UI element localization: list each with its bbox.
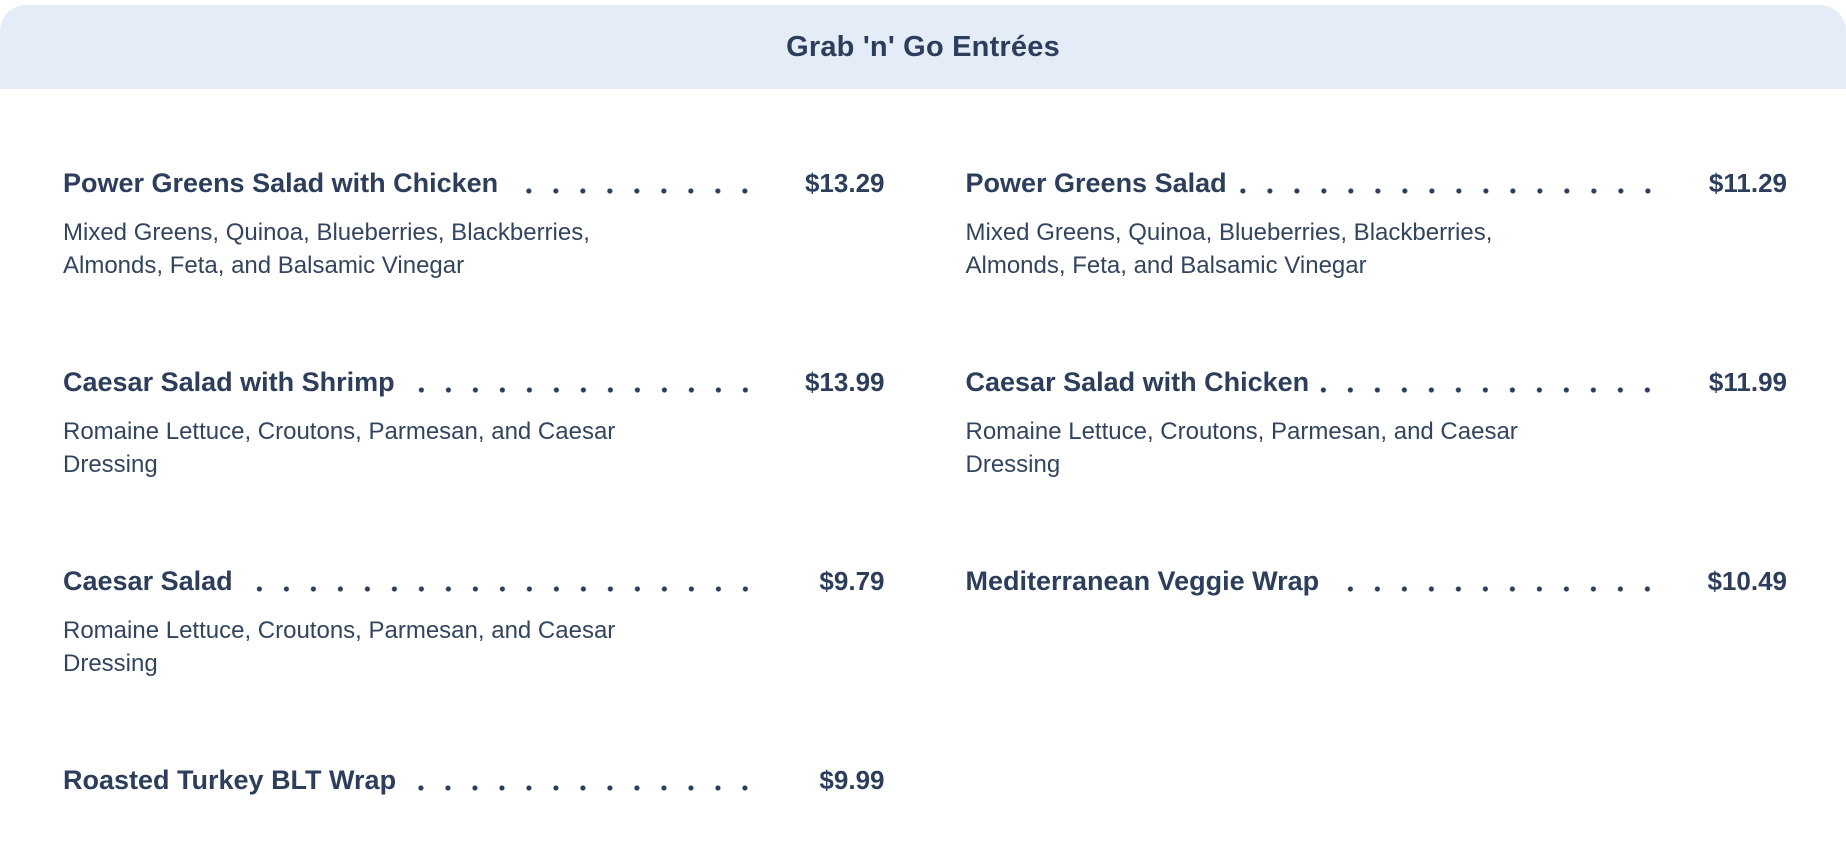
item-price: $13.99 — [804, 367, 885, 397]
item-name: Roasted Turkey BLT Wrap — [63, 765, 397, 795]
menu-section-header — [0, 5, 1846, 89]
dot-leader — [1319, 364, 1663, 400]
menu-item — [63, 364, 885, 481]
item-title-row — [966, 165, 1788, 201]
item-price: $10.49 — [1707, 566, 1787, 596]
item-title-row — [63, 364, 885, 400]
item-description: Mixed Greens, Quinoa, Blueberries, Blackberries, Almonds, Feta, and Balsamic Vinegar — [965, 219, 1493, 279]
item-price: $9.79 — [819, 566, 885, 596]
item-title-row — [966, 364, 1788, 400]
section-title: Grab 'n' Go Entrées — [786, 30, 1060, 63]
menu-item — [63, 563, 885, 680]
menu-item — [63, 165, 885, 282]
item-name: Caesar Salad with Chicken — [965, 367, 1310, 397]
item-title-row — [63, 762, 885, 798]
item-description: Romaine Lettuce, Croutons, Parmesan, and Caesar Dressing — [63, 617, 616, 677]
item-description: Romaine Lettuce, Croutons, Parmesan, and Caesar Dressing — [965, 418, 1518, 478]
menu-item — [966, 563, 1788, 599]
menu-column-left — [63, 165, 885, 860]
item-name: Mediterranean Veggie Wrap — [965, 566, 1320, 596]
item-name: Caesar Salad with Shrimp — [63, 367, 395, 397]
item-description: Romaine Lettuce, Croutons, Parmesan, and Caesar Dressing — [63, 418, 616, 478]
dot-leader — [406, 762, 760, 798]
item-price: $11.99 — [1708, 367, 1787, 397]
item-name: Power Greens Salad — [965, 168, 1227, 198]
item-title-row — [63, 563, 885, 599]
item-price: $13.29 — [804, 168, 885, 198]
dot-leader — [1329, 563, 1663, 599]
item-name: Power Greens Salad with Chicken — [63, 168, 499, 198]
item-title-row — [966, 563, 1788, 599]
dot-leader — [405, 364, 761, 400]
dot-leader — [508, 165, 760, 201]
item-price: $9.99 — [819, 765, 885, 795]
menu-item — [63, 762, 885, 798]
dot-leader — [1237, 165, 1663, 201]
item-price: $11.29 — [1708, 168, 1787, 198]
dot-leader — [243, 563, 761, 599]
menu-item — [966, 364, 1788, 481]
item-description: Mixed Greens, Quinoa, Blueberries, Blackberries, Almonds, Feta, and Balsamic Vinegar — [63, 219, 590, 279]
menu-column-right — [966, 165, 1788, 860]
item-name: Caesar Salad — [63, 566, 233, 596]
item-title-row — [63, 165, 885, 201]
menu-page — [0, 5, 1846, 860]
menu-item — [966, 165, 1788, 282]
menu-grid — [0, 89, 1846, 860]
